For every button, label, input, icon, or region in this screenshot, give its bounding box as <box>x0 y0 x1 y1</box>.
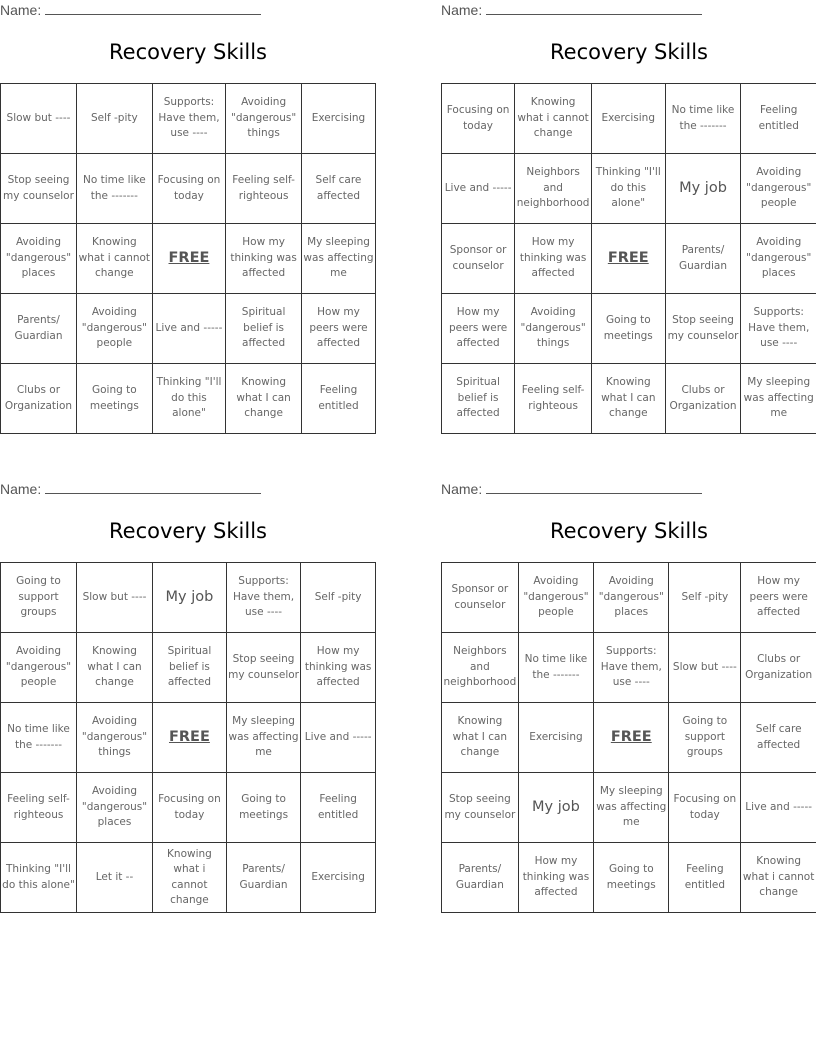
bingo-row <box>1 703 376 773</box>
bingo-cell: Live and ----- <box>741 773 816 843</box>
name-blank-line <box>45 2 261 15</box>
bingo-cell: Parents/ Guardian <box>442 843 519 913</box>
card-title: Recovery Skills <box>550 519 708 543</box>
bingo-cell: Knowing what i cannot change <box>153 843 227 913</box>
name-field <box>441 2 702 18</box>
free-space: FREE <box>591 224 665 294</box>
bingo-row <box>1 843 376 913</box>
bingo-row <box>442 703 816 773</box>
bingo-cell: Sponsor or counselor <box>442 563 519 633</box>
bingo-cell: How my peers were affected <box>741 563 816 633</box>
bingo-row <box>442 154 816 224</box>
bingo-cell: Focusing on today <box>669 773 741 843</box>
bingo-cell: Knowing what i cannot change <box>741 843 816 913</box>
name-label: Name: <box>0 481 42 497</box>
name-blank-line <box>486 481 702 494</box>
bingo-grid <box>441 83 816 434</box>
bingo-cell: Avoiding "dangerous" people <box>76 294 152 364</box>
bingo-cell: Avoiding "dangerous" places <box>1 224 77 294</box>
bingo-cell: Stop seeing my counselor <box>1 154 77 224</box>
bingo-cell: Avoiding "dangerous" people <box>741 154 816 224</box>
bingo-cell: Slow but ---- <box>77 563 153 633</box>
bingo-cell: Stop seeing my counselor <box>442 773 519 843</box>
bingo-cell: Knowing what i cannot change <box>515 84 592 154</box>
bingo-cell: Spiritual belief is affected <box>442 364 515 434</box>
bingo-cell: Going to meetings <box>226 773 300 843</box>
bingo-cell: Supports: Have them, use ---- <box>152 84 226 154</box>
bingo-cell: Clubs or Organization <box>741 633 816 703</box>
bingo-cell: Feeling self-righteous <box>1 773 77 843</box>
bingo-cell: No time like the ------- <box>665 84 741 154</box>
bingo-row <box>442 773 816 843</box>
bingo-cell: Self -pity <box>76 84 152 154</box>
bingo-cell: Supports: Have them, use ---- <box>226 563 300 633</box>
bingo-row <box>442 563 816 633</box>
bingo-cell: Feeling entitled <box>301 364 375 434</box>
bingo-cell: How my peers were affected <box>301 294 375 364</box>
bingo-row <box>1 633 376 703</box>
bingo-cell: How my thinking was affected <box>515 224 592 294</box>
bingo-cell: Avoiding "dangerous" people <box>1 633 77 703</box>
bingo-cell: Feeling entitled <box>301 773 376 843</box>
bingo-row <box>1 773 376 843</box>
name-blank-line <box>45 481 261 494</box>
bingo-cell: Avoiding "dangerous" things <box>226 84 302 154</box>
bingo-cell: Supports: Have them, use ---- <box>741 294 816 364</box>
bingo-cell: Avoiding "dangerous" places <box>594 563 669 633</box>
bingo-cell: Going to meetings <box>591 294 665 364</box>
bingo-grid <box>0 562 376 913</box>
bingo-row <box>1 364 376 434</box>
bingo-cell: Thinking "I'll do this alone" <box>1 843 77 913</box>
bingo-cell: Sponsor or counselor <box>442 224 515 294</box>
bingo-cell: Self -pity <box>301 563 376 633</box>
bingo-cell: Self care affected <box>741 703 816 773</box>
free-space: FREE <box>594 703 669 773</box>
bingo-cell: Stop seeing my counselor <box>226 633 300 703</box>
bingo-cell: Exercising <box>301 84 375 154</box>
bingo-row <box>442 84 816 154</box>
bingo-cell: Self care affected <box>301 154 375 224</box>
bingo-cell: Clubs or Organization <box>1 364 77 434</box>
bingo-cell: Knowing what I can change <box>442 703 519 773</box>
bingo-cell: Exercising <box>301 843 376 913</box>
bingo-cell: Spiritual belief is affected <box>153 633 227 703</box>
bingo-cell: My job <box>153 563 227 633</box>
bingo-cell: My sleeping was affecting me <box>226 703 300 773</box>
bingo-cell: Exercising <box>591 84 665 154</box>
bingo-row <box>1 294 376 364</box>
bingo-cell: My sleeping was affecting me <box>594 773 669 843</box>
bingo-cell: Focusing on today <box>442 84 515 154</box>
bingo-cell: How my thinking was affected <box>518 843 593 913</box>
bingo-cell: How my thinking was affected <box>226 224 302 294</box>
bingo-cell: Avoiding "dangerous" things <box>77 703 153 773</box>
bingo-cell: Stop seeing my counselor <box>665 294 741 364</box>
bingo-cell: My sleeping was affecting me <box>301 224 375 294</box>
bingo-cell: No time like the ------- <box>1 703 77 773</box>
bingo-cell: Feeling entitled <box>741 84 816 154</box>
bingo-cell: Focusing on today <box>153 773 227 843</box>
name-label: Name: <box>441 481 483 497</box>
bingo-cell: Neighbors and neighborhood <box>515 154 592 224</box>
bingo-cell: Parents/ Guardian <box>1 294 77 364</box>
bingo-cell: Avoiding "dangerous" things <box>515 294 592 364</box>
bingo-cell: Knowing what I can change <box>226 364 302 434</box>
bingo-row <box>1 84 376 154</box>
bingo-cell: Exercising <box>518 703 593 773</box>
bingo-cell: Live and ----- <box>152 294 226 364</box>
bingo-cell: Clubs or Organization <box>665 364 741 434</box>
bingo-row <box>442 633 816 703</box>
bingo-cell: My job <box>665 154 741 224</box>
bingo-cell: Going to support groups <box>1 563 77 633</box>
bingo-cell: Knowing what I can change <box>77 633 153 703</box>
bingo-cell: No time like the ------- <box>76 154 152 224</box>
bingo-row <box>442 364 816 434</box>
bingo-cell: Live and ----- <box>301 703 376 773</box>
bingo-row <box>1 224 376 294</box>
bingo-cell: How my peers were affected <box>442 294 515 364</box>
bingo-cell: Parents/ Guardian <box>226 843 300 913</box>
bingo-grid <box>0 83 376 434</box>
card-title: Recovery Skills <box>550 40 708 64</box>
free-space: FREE <box>152 224 226 294</box>
bingo-cell: Slow but ---- <box>1 84 77 154</box>
bingo-cell: Focusing on today <box>152 154 226 224</box>
bingo-cell: Going to support groups <box>669 703 741 773</box>
bingo-cell: Going to meetings <box>76 364 152 434</box>
bingo-row <box>1 563 376 633</box>
bingo-cell: Thinking "I'll do this alone" <box>152 364 226 434</box>
name-field <box>0 481 261 497</box>
bingo-cell: Avoiding "dangerous" places <box>77 773 153 843</box>
bingo-cell: Avoiding "dangerous" people <box>518 563 593 633</box>
bingo-cell: Knowing what i cannot change <box>76 224 152 294</box>
bingo-cell: Knowing what I can change <box>591 364 665 434</box>
bingo-cell: Spiritual belief is affected <box>226 294 302 364</box>
bingo-cell: Neighbors and neighborhood <box>442 633 519 703</box>
name-label: Name: <box>0 2 42 18</box>
card-title: Recovery Skills <box>109 519 267 543</box>
bingo-cell: My job <box>518 773 593 843</box>
bingo-cell: Supports: Have them, use ---- <box>594 633 669 703</box>
card-title: Recovery Skills <box>109 40 267 64</box>
name-blank-line <box>486 2 702 15</box>
bingo-cell: Feeling self-righteous <box>226 154 302 224</box>
name-field <box>441 481 702 497</box>
bingo-cell: How my thinking was affected <box>301 633 376 703</box>
bingo-cell: No time like the ------- <box>518 633 593 703</box>
bingo-cell: Live and ----- <box>442 154 515 224</box>
bingo-row <box>442 843 816 913</box>
bingo-cell: Self -pity <box>669 563 741 633</box>
free-space: FREE <box>153 703 227 773</box>
bingo-cell: Avoiding "dangerous" places <box>741 224 816 294</box>
bingo-row <box>442 224 816 294</box>
bingo-cell: Parents/ Guardian <box>665 224 741 294</box>
bingo-cell: Thinking "I'll do this alone" <box>591 154 665 224</box>
bingo-cell: Going to meetings <box>594 843 669 913</box>
bingo-grid <box>441 562 816 913</box>
bingo-cell: Feeling self-righteous <box>515 364 592 434</box>
name-field <box>0 2 261 18</box>
bingo-cell: Let it -- <box>77 843 153 913</box>
bingo-cell: Feeling entitled <box>669 843 741 913</box>
bingo-cell: Slow but ---- <box>669 633 741 703</box>
name-label: Name: <box>441 2 483 18</box>
bingo-row <box>442 294 816 364</box>
bingo-row <box>1 154 376 224</box>
bingo-cell: My sleeping was affecting me <box>741 364 816 434</box>
